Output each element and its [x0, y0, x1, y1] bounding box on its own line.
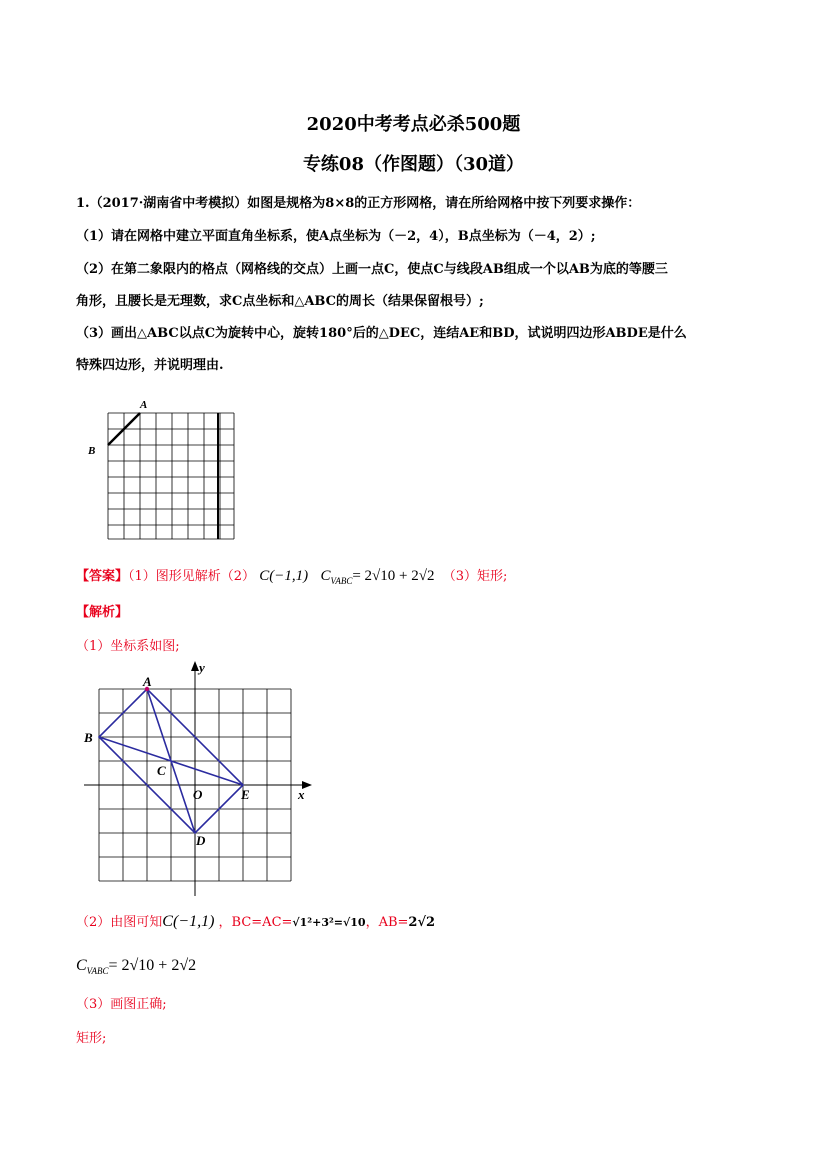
step2-bc: ，BC=AC=	[218, 915, 293, 930]
point-d-label: D	[196, 833, 206, 848]
answer-tag: 【答案】	[76, 569, 129, 584]
point-b-label: B	[84, 730, 93, 745]
step2-bc-root: √1²+3²=√10	[292, 916, 366, 929]
answer-part3: （3）矩形;	[442, 569, 508, 584]
y-axis-arrow	[191, 661, 199, 671]
question-line-2: （1）请在网格中建立平面直角坐标系，使A点坐标为（－2，4），B点坐标为（－4，2）;	[76, 229, 596, 244]
question-line-3: （2）在第二象限内的格点（网格线的交点）上画一点C，使点C与线段AB组成一个以AB为底的等腰三	[76, 262, 668, 277]
point-e-label: E	[241, 787, 250, 802]
question-line-6: 特殊四边形，并说明理由.	[76, 358, 224, 373]
step2-point: C(−1,1)	[162, 913, 215, 930]
answer-c-point: C(−1,1)	[259, 568, 309, 584]
analysis-perimeter-c: C	[76, 957, 87, 974]
analysis-step3: （3）画图正确;	[76, 997, 167, 1012]
grid-lines	[108, 413, 234, 539]
page-title: 2020中考考点必杀500题	[306, 114, 521, 135]
step2-ab: ，AB=	[365, 915, 409, 930]
point-b-label: B	[88, 445, 96, 457]
analysis-tag: 【解析】	[76, 605, 129, 620]
question-line-1: 1.（2017·湖南省中考模拟）如图是规格为8×8的正方形网格，请在所给网格中按下列要求操作：	[76, 196, 641, 211]
axes	[84, 661, 312, 896]
question-line-5: （3）画出△ABC以点C为旋转中心，旋转180°后的△DEC，连结AE和BD，试说明四边形ABDE是什么	[76, 326, 687, 341]
step2-prefix: （2）由图可知	[76, 915, 163, 930]
question-grid-figure	[84, 392, 240, 542]
point-a-label: A	[143, 674, 152, 689]
y-axis-label: y	[199, 660, 205, 675]
perimeter-rhs: = 2√10 + 2√2	[352, 568, 435, 584]
answer-perimeter	[320, 568, 434, 584]
analysis-step1: （1）坐标系如图;	[76, 639, 180, 654]
answer-line	[76, 566, 507, 591]
point-c-label: C	[157, 763, 166, 778]
question-line-4: 角形，且腰长是无理数，求C点坐标和△ABC的周长（结果保留根号）;	[76, 294, 484, 309]
perimeter-c: C	[320, 568, 331, 584]
point-a-label: A	[140, 399, 148, 411]
origin-label: O	[193, 787, 203, 802]
x-axis-label: x	[298, 787, 305, 802]
analysis-perimeter	[76, 956, 196, 981]
analysis-perimeter-sub: VABC	[86, 966, 109, 976]
page-subtitle: 专练08（作图题）（30道）	[302, 154, 525, 175]
answer-part1: （1）图形见解析（2）	[128, 569, 256, 584]
analysis-perimeter-rhs: = 2√10 + 2√2	[108, 957, 197, 974]
analysis-step4: 矩形;	[76, 1031, 107, 1046]
coordinate-figure	[80, 656, 320, 902]
step2-ab-value: 2√2	[408, 915, 436, 930]
perimeter-sub: VABC	[330, 576, 353, 586]
analysis-step2	[76, 912, 435, 933]
